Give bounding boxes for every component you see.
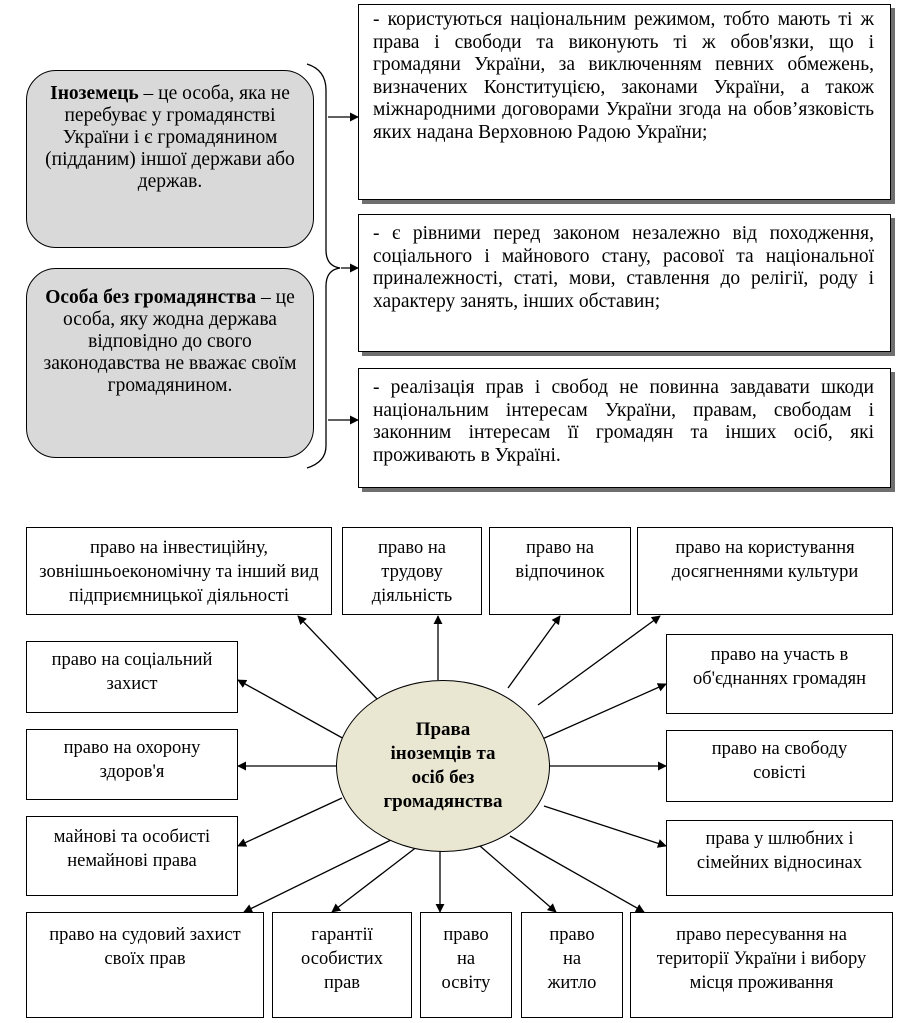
right-court (26, 912, 264, 1018)
right-rest-label: право на відпочинок (515, 538, 605, 582)
definition-foreigner-text: – це особа, яка не перебуває у громадянстві України і є громадянином (підданим) іншої держави або держав. (45, 83, 295, 192)
right-culture-label: право на користування досягненнями культури (671, 538, 859, 582)
definition-stateless (26, 268, 314, 458)
right-associations-label: право на участь в об'єднаннях громадян (693, 645, 866, 689)
arrow-rest (508, 616, 560, 688)
right-family-label: права у шлюбних і сімейних відносинах (696, 829, 863, 873)
statement-text-2: - є рівними перед законом незалежно від походження, соціального і майнового стану, расової та національної приналежності, статі, мови, ставлення до релігії, роду і характеру занять, інших обставин; (373, 223, 874, 312)
right-social (26, 641, 238, 713)
right-labor-label: право на трудову діяльність (371, 538, 453, 606)
right-housing-label: право на житло (547, 925, 597, 993)
right-health-label: право на охорону здоров'я (63, 738, 201, 782)
right-property (26, 816, 238, 896)
right-conscience (666, 730, 893, 802)
right-guarantees (272, 912, 412, 1018)
arrow-associations (540, 684, 666, 740)
right-education (420, 912, 512, 1018)
right-movement-label: право пересування на території України і вибору місця проживання (656, 925, 867, 993)
arrow-property (238, 798, 342, 846)
definition-stateless-term: Особа без громадянства (45, 287, 257, 308)
right-family (666, 820, 893, 896)
right-rest (489, 527, 631, 615)
center-ellipse (336, 680, 550, 852)
right-property-label: майнові та особисті немайнові права (53, 827, 211, 871)
right-health (26, 729, 238, 800)
center-label: Права іноземців та осіб без громадянства (383, 719, 503, 812)
statement-box-3 (358, 368, 891, 488)
right-education-label: право на освіту (441, 925, 491, 993)
right-investment-label: право на інвестиційну, зовнішньоекономічну та інший вид підприємницької діяльності (39, 538, 319, 606)
right-investment (26, 527, 332, 615)
arrow-investment (298, 616, 378, 700)
arrow-family (544, 806, 666, 846)
statement-text-3: - реалізація прав і свобод не повинна завдавати шкоди національним інтересам України, правам, свободам і законним інтересам її громадян та інших осіб, які проживають в Україні. (373, 377, 874, 466)
arrow-culture (538, 616, 660, 705)
right-guarantees-label: гарантії особистих прав (301, 925, 383, 993)
statement-box-1 (358, 4, 891, 200)
right-court-label: право на судовий захист своїх прав (49, 925, 241, 969)
arrow-social (238, 680, 346, 740)
right-associations (666, 634, 893, 714)
definition-foreigner-term: Іноземець (50, 83, 139, 104)
arrow-guarantees (332, 846, 418, 912)
arrow-movement (510, 836, 644, 912)
right-social-label: право на соціальний захист (51, 650, 213, 694)
arrow-court (244, 838, 395, 912)
right-conscience-label: право на свободу совісті (711, 739, 848, 783)
statement-text-1: - користуються національним режимом, тобто мають ті ж права і свободи та виконують ті ж обов'язки, що і громадяни України, за виключенням певних обмежень, визначених Конституцією, законами України, а також міжнародними договорами України згода на обов’язковість яких надана Верховною Радою України; (373, 9, 874, 143)
right-labor (342, 527, 482, 615)
statement-box-2 (358, 214, 891, 352)
right-housing (521, 912, 623, 1018)
right-culture (637, 527, 893, 615)
right-movement (630, 912, 893, 1018)
definition-stateless-text: – це особа, яку жодна держава відповідно до свого законодавства не вважає своїм громадянином. (43, 287, 297, 396)
definition-foreigner (26, 70, 314, 248)
